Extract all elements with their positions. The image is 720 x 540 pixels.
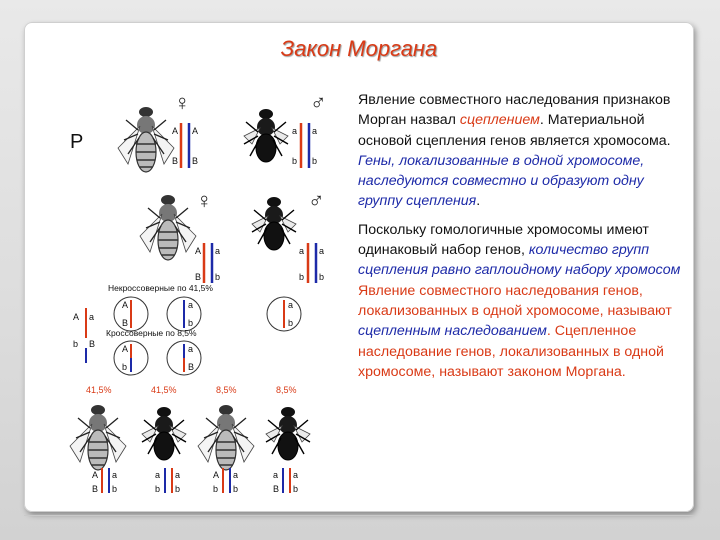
chromosome-pair-AB-AB xyxy=(172,123,198,168)
svg-text:B: B xyxy=(195,272,202,282)
svg-text:b: b xyxy=(73,339,79,349)
text-span: Явление совместного наследования признаков Морган назвал xyxy=(358,92,671,129)
svg-text:a: a xyxy=(273,470,279,480)
paragraph-linkage xyxy=(358,90,688,212)
svg-text:A: A xyxy=(73,312,80,322)
svg-text:a: a xyxy=(89,312,95,322)
svg-text:a: a xyxy=(293,470,299,480)
svg-text:a: a xyxy=(292,126,298,136)
genetics-diagram xyxy=(56,68,327,496)
svg-text:B: B xyxy=(273,484,280,494)
svg-text:a: a xyxy=(188,344,194,354)
svg-text:A: A xyxy=(92,470,99,480)
svg-text:b: b xyxy=(293,484,299,494)
p-label: P xyxy=(70,131,84,153)
percentage-3: 8,5% xyxy=(216,385,237,395)
f1-grey-fly-image xyxy=(140,195,196,260)
offspring-chromosomes-1 xyxy=(92,468,117,494)
crossover-label: Кроссоверные по 8,5% xyxy=(106,328,197,338)
paragraph-morgan-law xyxy=(358,220,688,382)
offspring-black-long-fly-image xyxy=(266,407,310,460)
svg-text:b: b xyxy=(122,362,128,372)
offspring-black-fly-image xyxy=(142,407,186,460)
gamete-circle-ab-male xyxy=(267,297,301,331)
male-symbol-icon-2: ♂ xyxy=(308,188,325,213)
slide xyxy=(24,22,694,512)
svg-text:A: A xyxy=(172,126,179,136)
svg-text:a: a xyxy=(155,470,161,480)
svg-text:a: a xyxy=(215,246,221,256)
slide-bottom-divider xyxy=(24,515,694,516)
svg-text:A: A xyxy=(213,470,220,480)
svg-text:a: a xyxy=(188,300,194,310)
female-grey-fly-image xyxy=(118,107,174,172)
chromosome-pair-ab-ab-2 xyxy=(299,243,324,283)
svg-text:a: a xyxy=(319,246,325,256)
text-span: . xyxy=(476,193,481,210)
svg-text:a: a xyxy=(112,470,118,480)
svg-text:b: b xyxy=(319,272,325,282)
svg-text:b: b xyxy=(312,156,318,166)
svg-text:B: B xyxy=(192,156,199,166)
svg-text:a: a xyxy=(175,470,181,480)
svg-text:B: B xyxy=(122,318,129,328)
text-span-red: . Сцепленное наследование генов, локализованных в одной хромосоме, называют законом Моргана. xyxy=(358,323,664,380)
text-span: Поскольку гомологичные хромосомы имеют одинаковый набор генов, xyxy=(358,221,649,259)
svg-text:b: b xyxy=(215,272,221,282)
offspring-grey-fly-image xyxy=(70,405,126,470)
svg-text:a: a xyxy=(312,126,318,136)
svg-text:B: B xyxy=(188,362,195,372)
svg-text:A: A xyxy=(195,246,202,256)
slide-text xyxy=(358,90,688,390)
gamete-circle-aB xyxy=(167,341,201,375)
svg-text:A: A xyxy=(192,126,199,136)
svg-text:B: B xyxy=(89,339,96,349)
svg-text:b: b xyxy=(188,318,194,328)
gamete-circle-Ab xyxy=(114,341,148,375)
percentage-2: 41,5% xyxy=(151,385,177,395)
svg-text:b: b xyxy=(175,484,181,494)
svg-text:A: A xyxy=(122,344,129,354)
offspring-grey-vestigial-fly-image xyxy=(198,405,254,470)
term-linked-inheritance: сцепленным наследованием xyxy=(358,323,547,340)
svg-text:a: a xyxy=(299,246,305,256)
svg-text:b: b xyxy=(292,156,298,166)
definition-linkage-count: количество групп сцепления равно гаплоидному набору хромосом xyxy=(358,242,681,279)
svg-text:B: B xyxy=(92,484,99,494)
svg-text:a: a xyxy=(288,300,294,310)
male-black-fly-image-2 xyxy=(252,197,296,250)
svg-text:a: a xyxy=(233,470,239,480)
gamete-circle-AB xyxy=(114,297,148,331)
svg-text:b: b xyxy=(288,318,294,328)
morgan-cross-figure xyxy=(56,68,327,496)
chromosome-pair-ab-ab xyxy=(292,123,317,168)
offspring-chromosomes-4 xyxy=(273,468,298,494)
svg-text:b: b xyxy=(299,272,305,282)
male-symbol-icon: ♂ xyxy=(310,90,327,115)
chromosome-pair-AB-ab xyxy=(195,243,220,283)
offspring-chromosomes-2 xyxy=(155,468,180,494)
text-span: . Материальной основой сцепления генов является хромосома. xyxy=(358,112,671,149)
female-symbol-icon-2: ♀ xyxy=(196,188,213,213)
svg-text:b: b xyxy=(213,484,219,494)
svg-text:A: A xyxy=(122,300,129,310)
svg-text:b: b xyxy=(233,484,239,494)
slide-title: Закон Моргана xyxy=(280,36,438,61)
svg-text:b: b xyxy=(112,484,118,494)
gamete-parent-chromosomes xyxy=(73,308,95,363)
term-linkage: сцеплением xyxy=(459,112,540,129)
offspring-chromosomes-3 xyxy=(213,468,238,494)
percentage-1: 41,5% xyxy=(86,385,112,395)
female-symbol-icon: ♀ xyxy=(174,90,191,115)
noncrossover-label: Некроссоверные по 41,5% xyxy=(108,283,213,293)
definition-linkage-group: Гены, локализованные в одной хромосоме, наследуются совместно и образуют одну группу сцепления xyxy=(358,152,645,210)
text-span-red: Явление совместного наследования генов, локализованных в одной хромосоме, называют xyxy=(358,282,672,319)
gamete-circle-ab xyxy=(167,297,201,331)
svg-text:b: b xyxy=(155,484,161,494)
svg-text:B: B xyxy=(172,156,179,166)
percentage-4: 8,5% xyxy=(276,385,297,395)
male-black-fly-image xyxy=(244,109,288,162)
